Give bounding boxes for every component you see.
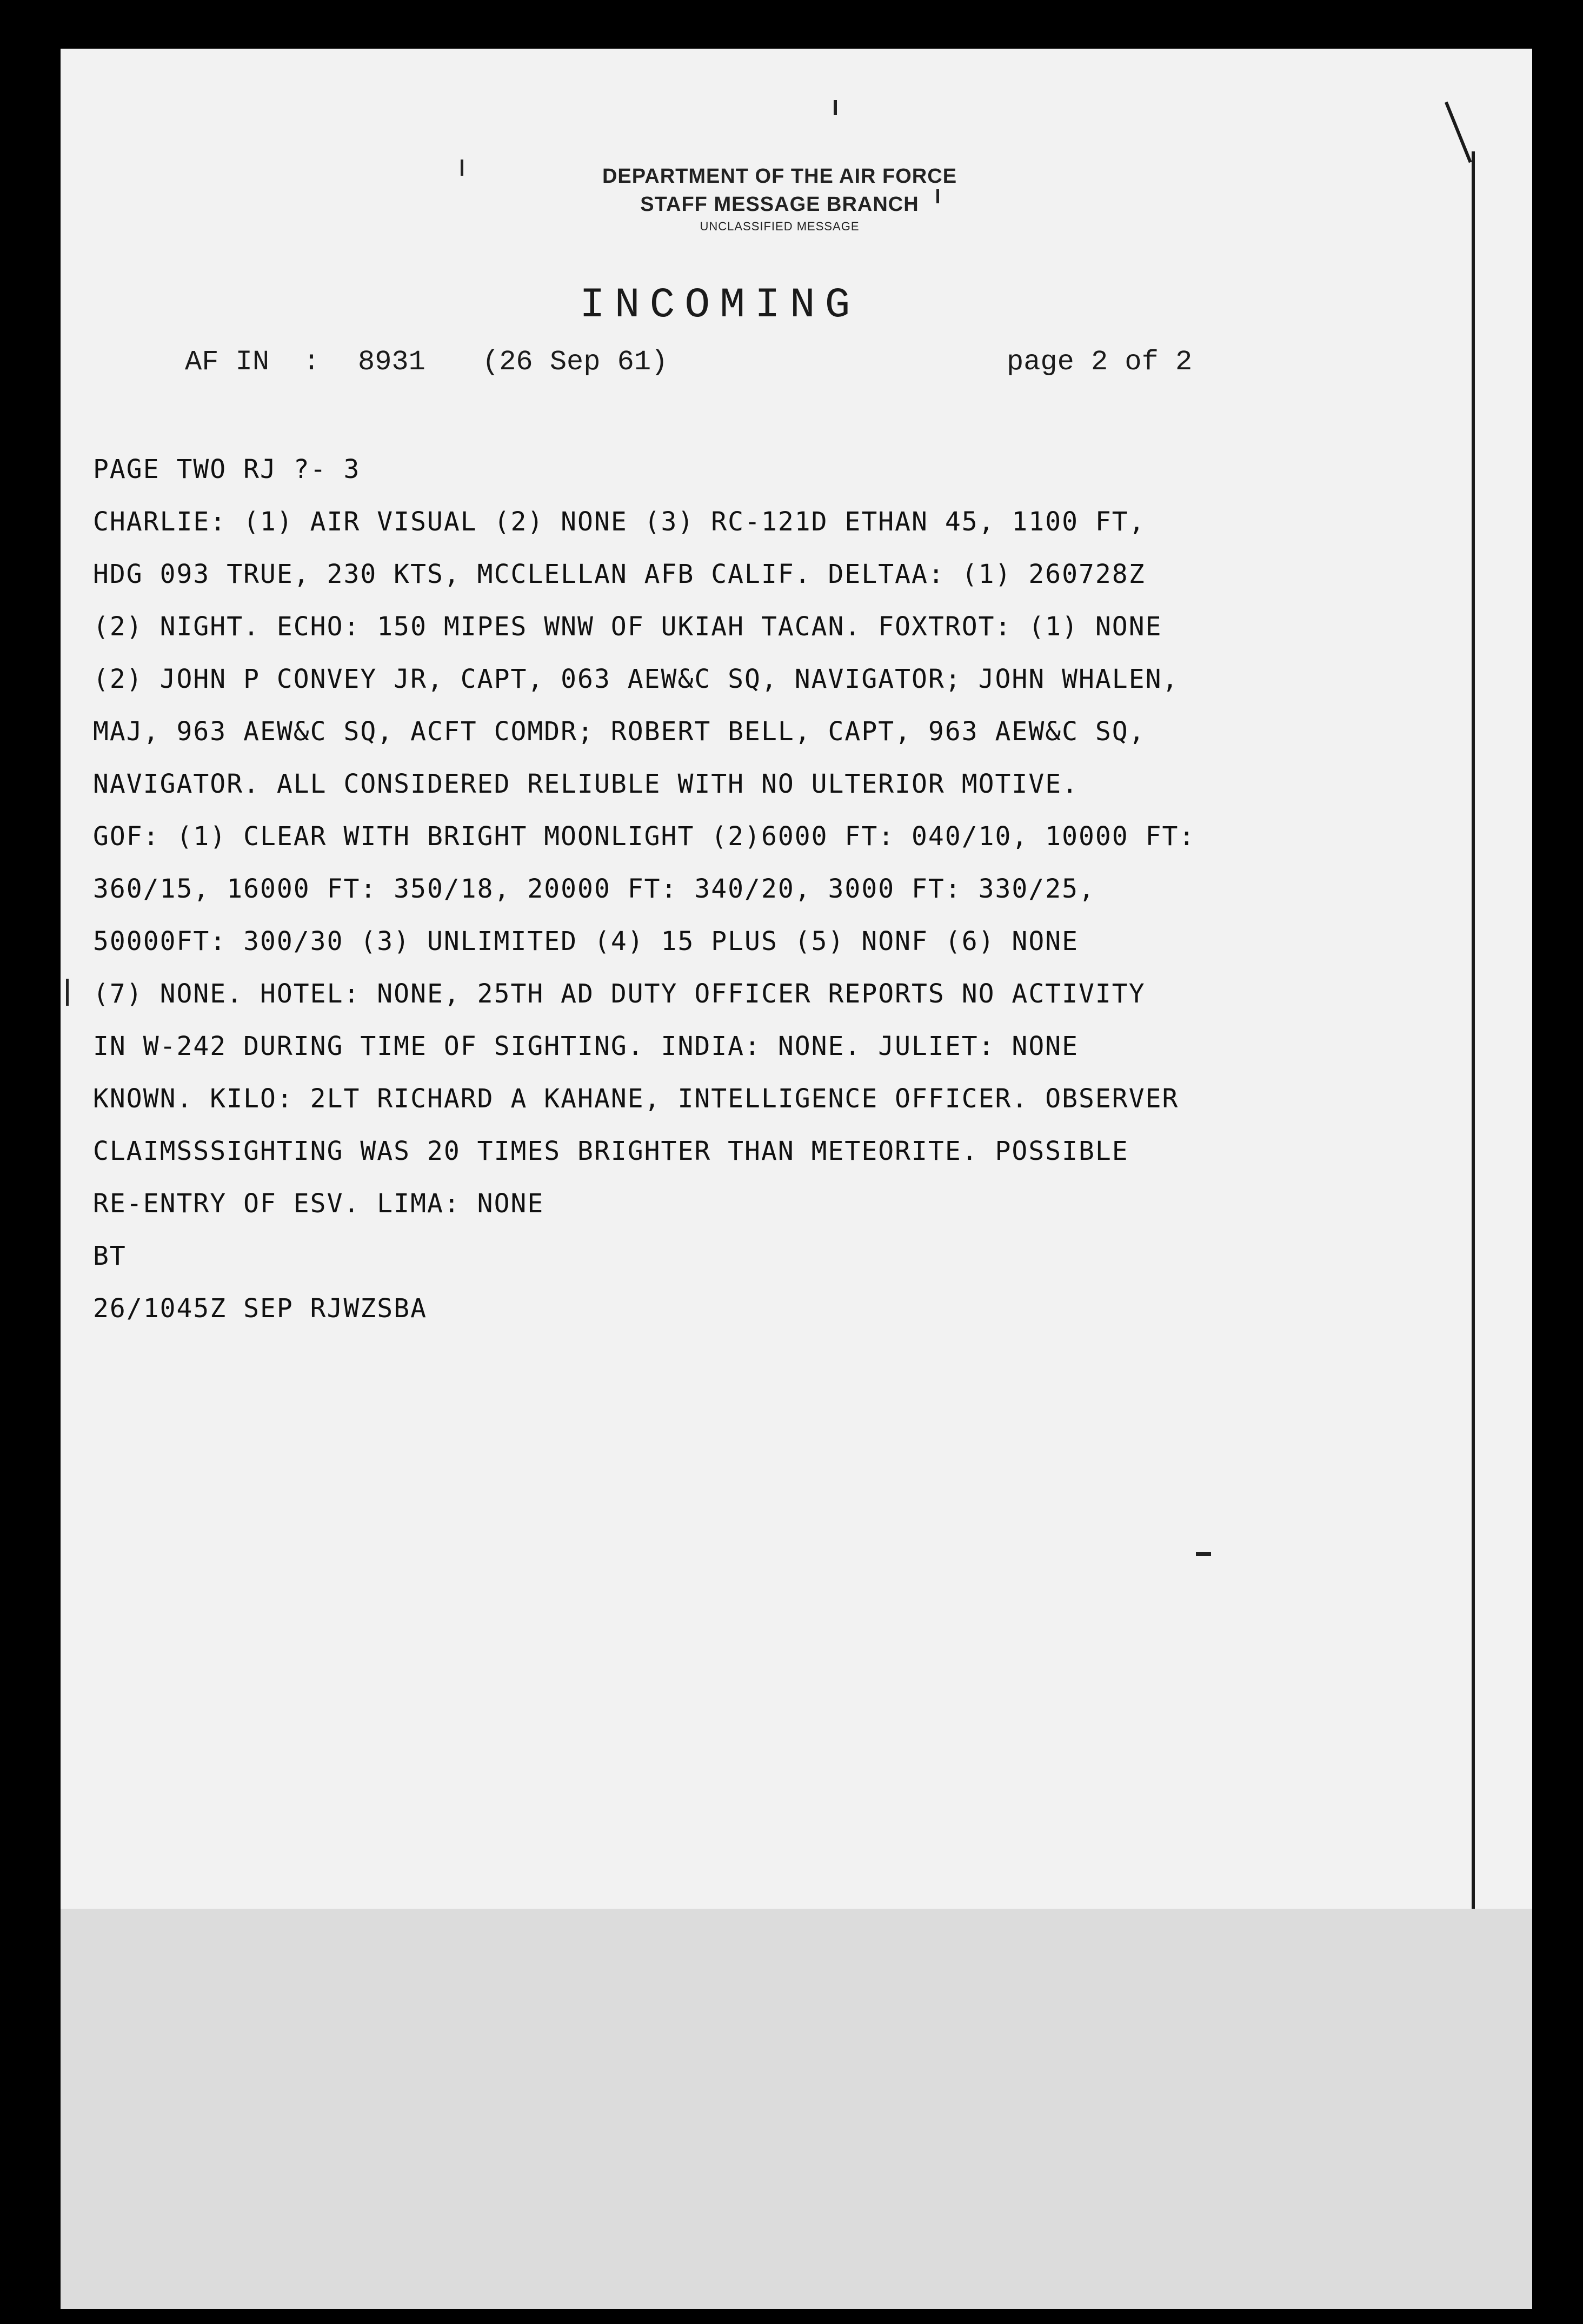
body-line: CHARLIE: (1) AIR VISUAL (2) NONE (3) RC-121D ETHAN 45, 1100 FT, <box>93 507 1146 537</box>
scan-speck <box>461 160 463 176</box>
body-line: 26/1045Z SEP RJWZSBA <box>93 1293 427 1324</box>
background-board <box>61 1909 1532 2309</box>
body-line: RE-ENTRY OF ESV. LIMA: NONE <box>93 1188 544 1219</box>
message-body <box>93 443 1445 1335</box>
document-page <box>61 49 1532 2309</box>
department-title: DEPARTMENT OF THE AIR FORCE <box>602 165 957 188</box>
letterhead <box>509 162 1050 235</box>
body-line: MAJ, 963 AEW&C SQ, ACFT COMDR; ROBERT BELL, CAPT, 963 AEW&C SQ, <box>93 716 1146 747</box>
message-date: (26 Sep 61) <box>482 346 668 378</box>
af-in-label: AF IN : <box>185 346 320 378</box>
body-line: NAVIGATOR. ALL CONSIDERED RELIUBLE WITH NO ULTERIOR MOTIVE. <box>93 769 1079 799</box>
body-line: (7) NONE. HOTEL: NONE, 25TH AD DUTY OFFICER REPORTS NO ACTIVITY <box>93 979 1146 1009</box>
body-line: PAGE TWO RJ ?- 3 <box>93 454 361 484</box>
body-line: 360/15, 16000 FT: 350/18, 20000 FT: 340/20, 3000 FT: 330/25, <box>93 874 1095 904</box>
scan-speck <box>834 100 837 115</box>
body-line: GOF: (1) CLEAR WITH BRIGHT MOONLIGHT (2)6000 FT: 040/10, 10000 FT: <box>93 821 1196 852</box>
message-direction: INCOMING <box>580 282 860 329</box>
scan-speck <box>66 979 69 1006</box>
body-line: HDG 093 TRUE, 230 KTS, MCCLELLAN AFB CALIF. DELTAA: (1) 260728Z <box>93 559 1146 589</box>
scan-speck <box>1196 1552 1211 1556</box>
branch-title: STAFF MESSAGE BRANCH <box>640 193 919 216</box>
body-line: KNOWN. KILO: 2LT RICHARD A KAHANE, INTELLIGENCE OFFICER. OBSERVER <box>93 1084 1179 1114</box>
body-line: CLAIMSSSIGHTING WAS 20 TIMES BRIGHTER THAN METEORITE. POSSIBLE <box>93 1136 1129 1166</box>
body-line: 50000FT: 300/30 (3) UNLIMITED (4) 15 PLUS (5) NONF (6) NONE <box>93 926 1079 957</box>
body-line: (2) JOHN P CONVEY JR, CAPT, 063 AEW&C SQ, NAVIGATOR; JOHN WHALEN, <box>93 664 1179 694</box>
body-line: (2) NIGHT. ECHO: 150 MIPES WNW OF UKIAH TACAN. FOXTROT: (1) NONE <box>93 612 1162 642</box>
classification-label: UNCLASSIFIED MESSAGE <box>700 220 860 233</box>
page-edge-line <box>1472 151 1475 1909</box>
body-line: BT <box>93 1241 127 1271</box>
body-line: IN W-242 DURING TIME OF SIGHTING. INDIA: NONE. JULIET: NONE <box>93 1031 1079 1061</box>
af-in-number: 8931 <box>358 346 425 378</box>
page-indicator: page 2 of 2 <box>1007 346 1193 378</box>
